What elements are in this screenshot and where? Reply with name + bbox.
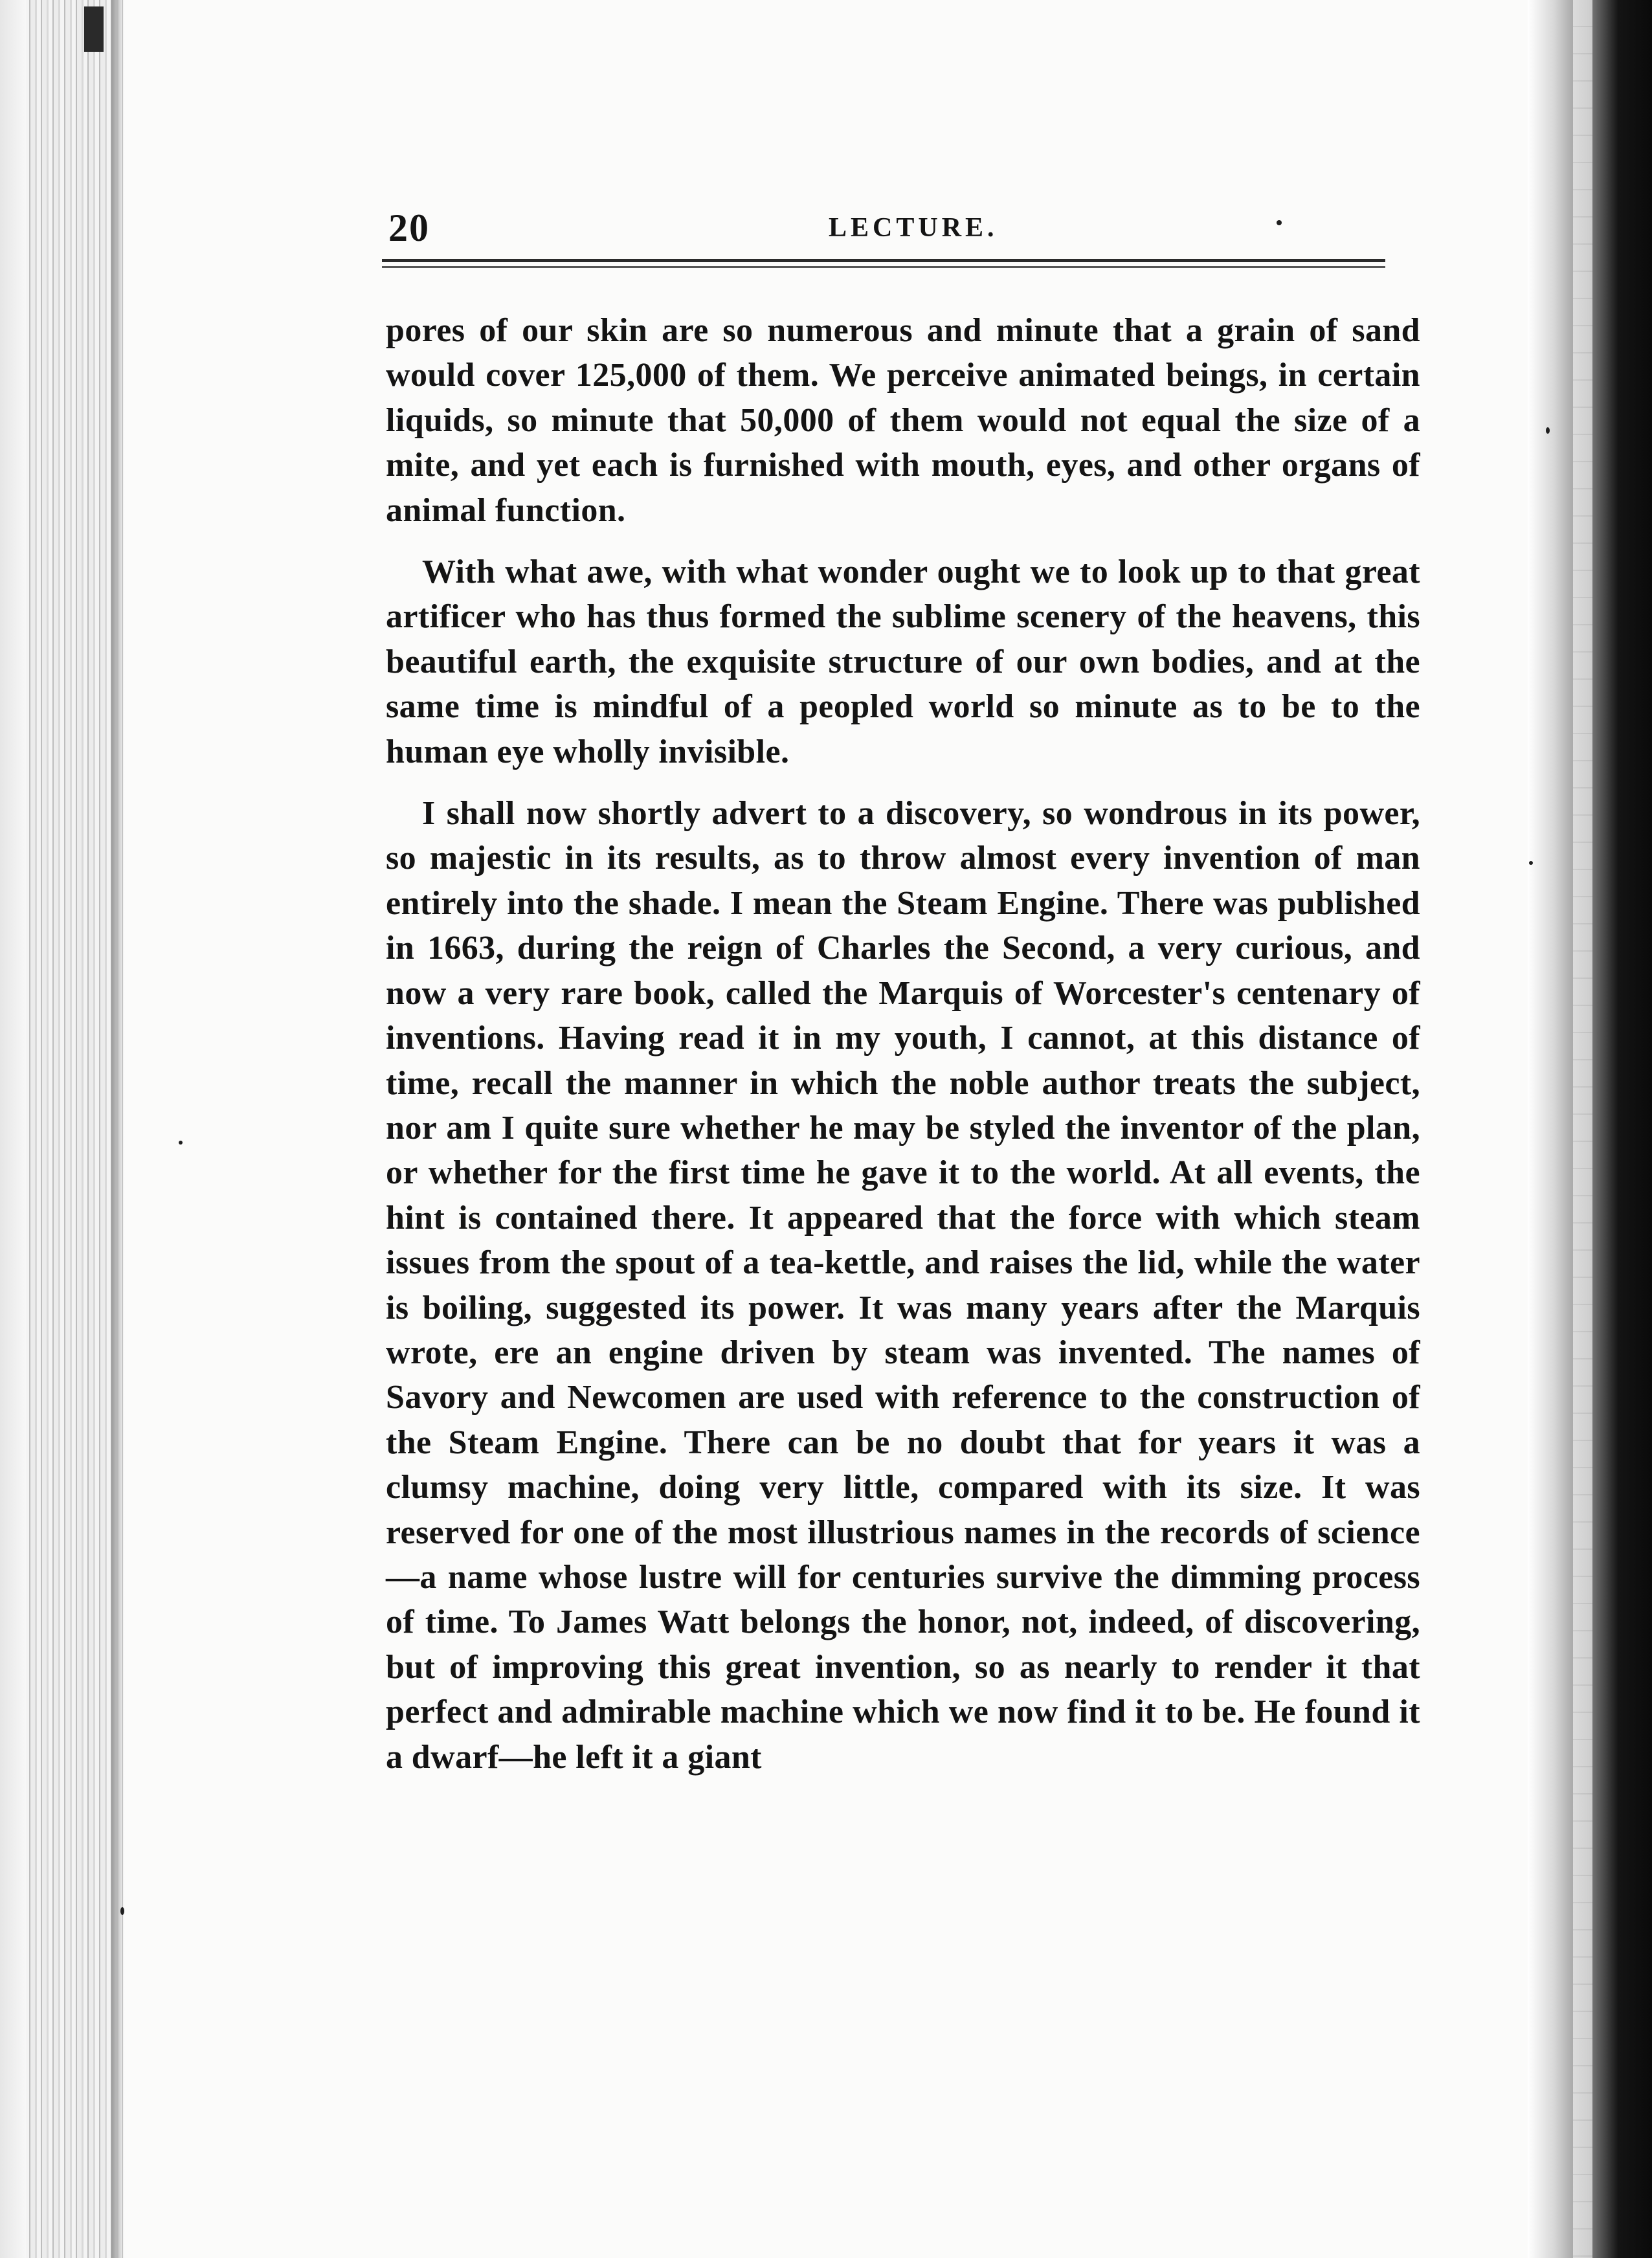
body-text	[386, 308, 1420, 1780]
paragraph: pores of our skin are so numerous and minute that a grain of sand would cover 125,000 of them. We perceive animated beings, in certain liquids, so minute that 50,000 of them would not equal the size of a mite, and yet each is furnished with mouth, eyes, and other organs of animal function.	[386, 312, 1420, 529]
header-rule	[382, 259, 1385, 262]
scan-speck	[1529, 861, 1533, 865]
scan-speck	[179, 1141, 183, 1145]
paragraph: With what awe, with what wonder ought we to look up to that great artificer who has thus formed the sublime scenery of the heavens, this beautiful earth, the exquisite structure of our own bodies, and at the same time is mindful of a peopled world so minute as to be to the human eye wholly invisible.	[386, 553, 1420, 770]
scan-artifact	[84, 6, 104, 52]
running-head	[388, 206, 1385, 258]
binding-shadow-left	[111, 0, 124, 2258]
scan-speck	[1546, 427, 1550, 434]
running-head-title: LECTURE.	[829, 213, 998, 243]
paragraph: I shall now shortly advert to a discovery, so wondrous in its power, so majestic in its results, as to throw almost every invention of man entirely into the shade. I mean the Steam Engine. There was published in 1663, during the reign of Charles the Second, a very curious, and now a very rare book, called the Marquis of Worcester's centenary of inventions. Having read it in my youth, I cannot, at this distance of time, recall the manner in which the noble author treats the subject, nor am I quite sure whether he may be styled the inventor of the plan, or whether for the first time he gave it to the world. At all events, the hint is contained there. It appeared that the force with which steam issues from the spout of a tea-kettle, and raises the lid, while the water is boiling, suggested its power. It was many years after the Marquis wrote, ere an engine driven by steam was invented. The names of Savory and Newcomen are used with reference to the construction of the Steam Engine. There can be no doubt that for years it was a clumsy machine, doing very little, compared with its size. It was reserved for one of the most illustrious names in the records of science—a name whose lustre will for centuries survive the dimming process of time. To James Watt belongs the honor, not, indeed, of discovering, but of improving this great invention, so as nearly to render it that perfect and admirable machine which we now find it to be. He found it a dwarf—he left it a giant	[386, 795, 1420, 1776]
scan-speck	[120, 1907, 124, 1915]
page-number: 20	[388, 207, 430, 249]
page-edges-left	[0, 0, 123, 2258]
header-rule-secondary	[382, 266, 1385, 268]
page-edges-right	[1573, 0, 1592, 2258]
